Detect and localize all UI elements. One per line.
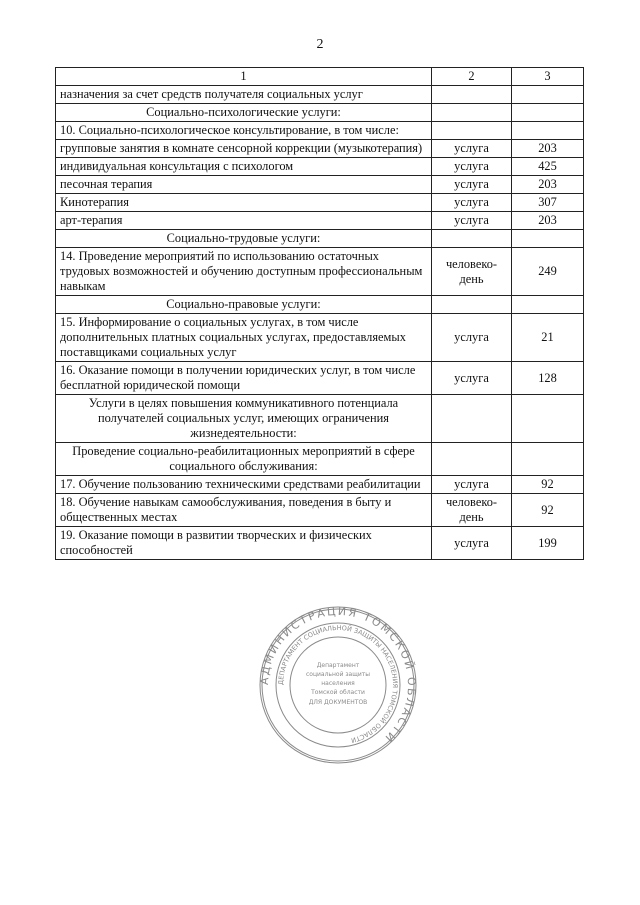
service-name: 19. Оказание помощи в развитии творческих и физических способностей: [56, 527, 432, 560]
unit-cell: услуга: [432, 176, 512, 194]
seal-center-line: ДЛЯ ДОКУМЕНТОВ: [308, 699, 368, 706]
count-cell: 249: [512, 248, 584, 296]
count-cell: 425: [512, 158, 584, 176]
seal-center-line: социальной защиты: [305, 671, 371, 678]
table-row: [56, 122, 584, 140]
table-row: [56, 86, 584, 104]
table-row: [56, 527, 584, 560]
count-cell: [512, 395, 584, 443]
header-col-1: 1: [56, 68, 432, 86]
table-row: [56, 140, 584, 158]
table-header-row: [56, 68, 584, 86]
count-cell: 92: [512, 494, 584, 527]
seal-center-line: населения: [321, 680, 355, 687]
unit-cell: услуга: [432, 527, 512, 560]
service-name: индивидуальная консультация с психологом: [56, 158, 432, 176]
table-row: [56, 176, 584, 194]
count-cell: [512, 104, 584, 122]
table-row: [56, 212, 584, 230]
unit-cell: услуга: [432, 194, 512, 212]
section-header-row: [56, 104, 584, 122]
count-cell: 203: [512, 176, 584, 194]
unit-cell: человеко-день: [432, 494, 512, 527]
count-cell: [512, 296, 584, 314]
count-cell: [512, 230, 584, 248]
unit-cell: [432, 395, 512, 443]
section-header-row: [56, 395, 584, 443]
count-cell: 203: [512, 212, 584, 230]
count-cell: 92: [512, 476, 584, 494]
service-name: 15. Информирование о социальных услугах, в том числе дополнительных платных социальных услугах, предоставляемых поставщиками социальных услуг: [56, 314, 432, 362]
section-title: Социально-трудовые услуги:: [56, 230, 432, 248]
table-row: [56, 314, 584, 362]
count-cell: [512, 86, 584, 104]
seal-outer-text: АДМИНИСТРАЦИЯ ТОМСКОЙ ОБЛАСТИ: [258, 605, 418, 746]
unit-cell: [432, 104, 512, 122]
section-title: Социально-правовые услуги:: [56, 296, 432, 314]
services-table: [55, 67, 584, 560]
service-name: групповые занятия в комнате сенсорной коррекции (музыкотерапия): [56, 140, 432, 158]
unit-cell: услуга: [432, 362, 512, 395]
service-name: песочная терапия: [56, 176, 432, 194]
seal-center-line: Департамент: [316, 662, 360, 669]
unit-cell: [432, 86, 512, 104]
service-name: арт-терапия: [56, 212, 432, 230]
count-cell: 199: [512, 527, 584, 560]
table-row: [56, 476, 584, 494]
section-header-row: [56, 230, 584, 248]
service-name: 18. Обучение навыкам самообслуживания, поведения в быту и общественных местах: [56, 494, 432, 527]
header-col-3: 3: [512, 68, 584, 86]
table-row: [56, 158, 584, 176]
seal-center-line: Томской области: [311, 689, 365, 696]
unit-cell: услуга: [432, 140, 512, 158]
unit-cell: [432, 122, 512, 140]
page-number: 2: [316, 37, 324, 52]
header-col-2: 2: [432, 68, 512, 86]
table-row: [56, 494, 584, 527]
service-name: 10. Социально-психологическое консультирование, в том числе:: [56, 122, 432, 140]
count-cell: [512, 122, 584, 140]
section-header-row: [56, 443, 584, 476]
count-cell: 21: [512, 314, 584, 362]
table-row: [56, 248, 584, 296]
count-cell: 307: [512, 194, 584, 212]
unit-cell: [432, 443, 512, 476]
service-name: 14. Проведение мероприятий по использованию остаточных трудовых возможностей и обучению доступным профессиональным навыкам: [56, 248, 432, 296]
unit-cell: [432, 296, 512, 314]
section-title: Социально-психологические услуги:: [56, 104, 432, 122]
table-row: [56, 362, 584, 395]
official-seal: [258, 605, 418, 765]
service-name: 16. Оказание помощи в получении юридических услуг, в том числе бесплатной юридической помощи: [56, 362, 432, 395]
count-cell: [512, 443, 584, 476]
seal-inner-text: ДЕПАРТАМЕНТ СОЦИАЛЬНОЙ ЗАЩИТЫ НАСЕЛЕНИЯ ТОМСКОЙ ОБЛАСТИ: [276, 623, 400, 745]
service-name: назначения за счет средств получателя социальных услуг: [56, 86, 432, 104]
service-name: 17. Обучение пользованию техническими средствами реабилитации: [56, 476, 432, 494]
unit-cell: [432, 230, 512, 248]
count-cell: 128: [512, 362, 584, 395]
count-cell: 203: [512, 140, 584, 158]
unit-cell: услуга: [432, 158, 512, 176]
section-title: Услуги в целях повышения коммуникативного потенциала получателей социальных услуг, имеющих ограничения жизнедеятельности:: [56, 395, 432, 443]
service-name: Кинотерапия: [56, 194, 432, 212]
unit-cell: услуга: [432, 212, 512, 230]
unit-cell: человеко-день: [432, 248, 512, 296]
unit-cell: услуга: [432, 314, 512, 362]
table-row: [56, 194, 584, 212]
section-header-row: [56, 296, 584, 314]
unit-cell: услуга: [432, 476, 512, 494]
section-title: Проведение социально-реабилитационных мероприятий в сфере социального обслуживания:: [56, 443, 432, 476]
